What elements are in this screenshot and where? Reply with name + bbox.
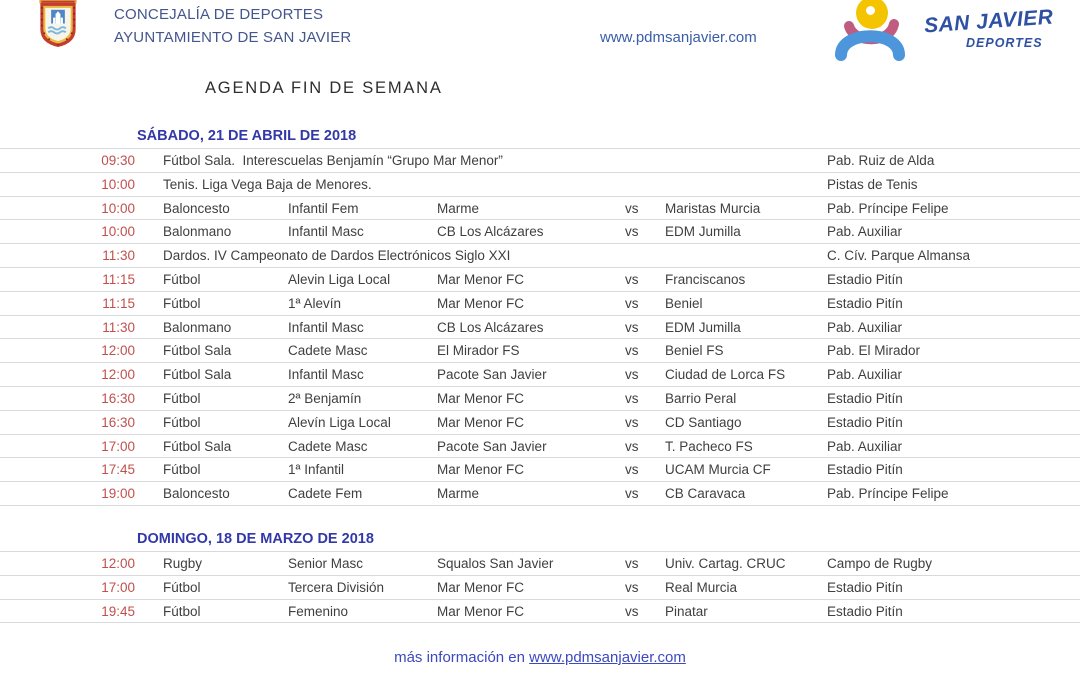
event-category: Tercera División [288, 579, 385, 595]
event-row [0, 149, 1080, 173]
vs-label: vs [625, 556, 639, 571]
logo-wordmark: SAN JAVIER [923, 5, 1055, 38]
event-category: 2ª Benjamín [288, 390, 362, 406]
event-venue: Campo de Rugby [827, 556, 933, 571]
event-time: 11:15 [102, 271, 135, 287]
event-venue: Pab. Auxiliar [827, 367, 903, 383]
home-team: CB Los Alcázares [437, 319, 544, 335]
event-description: Dardos. IV Campeonato de Dardos Electrónicos Siglo XXI [163, 248, 511, 264]
event-venue: Pab. Príncipe Felipe [827, 200, 949, 216]
away-team: CD Santiago [665, 414, 742, 430]
org-name-line1: CONCEJALÍA DE DEPORTES [114, 6, 324, 23]
vs-label: vs [625, 462, 639, 478]
away-team: EDM Jumilla [665, 224, 741, 240]
home-team: Mar Menor FC [437, 462, 525, 478]
vs-label: vs [625, 579, 639, 595]
event-row [0, 268, 1080, 292]
event-category: Infantil Masc [288, 367, 364, 383]
event-venue: Estadio Pitín [827, 295, 903, 311]
event-category: Cadete Masc [288, 343, 368, 359]
org-name-line2: AYUNTAMIENTO DE SAN JAVIER [114, 29, 352, 46]
event-sport: Fútbol [163, 603, 201, 619]
event-description: Fútbol Sala. Interescuelas Benjamín “Grupo Mar Menor” [163, 153, 503, 168]
event-venue: Pab. Príncipe Felipe [827, 486, 949, 502]
event-sport: Fútbol Sala [163, 438, 232, 454]
section-heading-sunday: DOMINGO, 18 DE MARZO DE 2018 [137, 531, 374, 547]
event-venue: Pab. Ruiz de Alda [827, 153, 935, 168]
logo-wordmark-sub: DEPORTES [966, 36, 1043, 50]
event-venue: Pab. Auxiliar [827, 438, 903, 454]
home-team: Pacote San Javier [437, 367, 547, 383]
event-time: 10:00 [101, 224, 135, 240]
event-category: Femenino [288, 603, 349, 619]
vs-label: vs [625, 486, 639, 502]
event-sport: Fútbol [163, 271, 201, 287]
event-category: 1ª Alevín [288, 295, 342, 311]
event-venue: C. Cív. Parque Almansa [827, 248, 971, 264]
event-row [0, 435, 1080, 459]
away-team: Franciscanos [665, 271, 746, 287]
sunday-rows [0, 551, 1080, 623]
home-team: El Mirador FS [437, 343, 520, 359]
away-team: UCAM Murcia CF [665, 462, 771, 478]
event-category: Infantil Fem [288, 200, 359, 216]
event-sport: Balonmano [163, 224, 232, 240]
event-sport: Balonmano [163, 319, 232, 335]
footer-link[interactable]: www.pdmsanjavier.com [529, 649, 686, 666]
event-row [0, 387, 1080, 411]
home-team: Mar Menor FC [437, 579, 525, 595]
away-team: Barrio Peral [665, 390, 737, 406]
away-team: Univ. Cartag. CRUC [665, 556, 786, 571]
san-javier-deportes-figure-icon [828, 0, 920, 62]
event-time: 12:00 [101, 367, 135, 383]
event-venue: Pistas de Tenis [827, 176, 918, 192]
event-row [0, 458, 1080, 482]
footer [0, 649, 1080, 666]
event-category: 1ª Infantil [288, 462, 345, 478]
event-row [0, 339, 1080, 363]
home-team: Mar Menor FC [437, 603, 525, 619]
event-time: 09:30 [101, 153, 135, 168]
event-row [0, 173, 1080, 197]
organization-name [114, 3, 351, 49]
section-heading-saturday: SÁBADO, 21 DE ABRIL DE 2018 [137, 128, 357, 144]
event-row [0, 576, 1080, 600]
vs-label: vs [625, 295, 639, 311]
event-venue: Estadio Pitín [827, 271, 903, 287]
vs-label: vs [625, 438, 639, 454]
event-category: Infantil Masc [288, 224, 364, 240]
event-row [0, 316, 1080, 340]
event-time: 17:00 [101, 438, 135, 454]
home-team: Squalos San Javier [437, 556, 554, 571]
event-sport: Fútbol [163, 579, 201, 595]
event-venue: Estadio Pitín [827, 462, 903, 478]
municipal-crest-icon [38, 0, 78, 47]
vs-label: vs [625, 319, 639, 335]
event-time: 11:15 [102, 295, 135, 311]
event-time: 11:30 [102, 319, 135, 335]
event-row [0, 363, 1080, 387]
event-time: 16:30 [101, 390, 135, 406]
event-sport: Fútbol [163, 390, 201, 406]
event-category: Infantil Masc [288, 319, 364, 335]
san-javier-deportes-logo [828, 0, 1080, 62]
event-category: Senior Masc [288, 556, 364, 571]
event-row [0, 292, 1080, 316]
event-venue: Estadio Pitín [827, 579, 903, 595]
vs-label: vs [625, 271, 639, 287]
vs-label: vs [625, 414, 639, 430]
away-team: Real Murcia [665, 579, 738, 595]
event-sport: Fútbol [163, 462, 201, 478]
schedule-saturday [0, 128, 1080, 508]
event-time: 19:45 [101, 603, 135, 619]
schedule-sunday [0, 531, 1080, 626]
event-venue: Estadio Pitín [827, 390, 903, 406]
footer-text: más información en [394, 649, 530, 666]
event-sport: Fútbol [163, 414, 201, 430]
event-venue: Estadio Pitín [827, 603, 903, 619]
home-team: Marme [437, 200, 480, 216]
event-time: 19:00 [101, 486, 135, 502]
home-team: CB Los Alcázares [437, 224, 544, 240]
event-row [0, 244, 1080, 268]
event-time: 16:30 [101, 414, 135, 430]
event-time: 11:30 [102, 248, 135, 264]
vs-label: vs [625, 390, 639, 406]
vs-label: vs [625, 367, 639, 383]
away-team: EDM Jumilla [665, 319, 741, 335]
home-team: Mar Menor FC [437, 414, 525, 430]
away-team: Beniel [665, 295, 703, 311]
event-sport: Fútbol Sala [163, 367, 232, 383]
event-time: 17:00 [101, 579, 135, 595]
event-row [0, 411, 1080, 435]
event-time: 12:00 [101, 343, 135, 359]
event-sport: Fútbol Sala [163, 343, 232, 359]
event-row [0, 197, 1080, 221]
event-time: 10:00 [101, 176, 135, 192]
event-venue: Pab. Auxiliar [827, 224, 903, 240]
vs-label: vs [625, 224, 639, 240]
event-category: Cadete Fem [288, 486, 363, 502]
event-sport: Fútbol [163, 295, 201, 311]
event-row [0, 482, 1080, 506]
event-venue: Pab. El Mirador [827, 343, 921, 359]
website-url[interactable]: www.pdmsanjavier.com [600, 29, 757, 46]
event-time: 10:00 [101, 200, 135, 216]
home-team: Pacote San Javier [437, 438, 547, 454]
away-team: Maristas Murcia [665, 200, 761, 216]
event-venue: Estadio Pitín [827, 414, 903, 430]
event-venue: Pab. Auxiliar [827, 319, 903, 335]
home-team: Mar Menor FC [437, 390, 525, 406]
away-team: Ciudad de Lorca FS [665, 367, 786, 383]
event-time: 17:45 [101, 462, 135, 478]
event-sport: Rugby [163, 556, 203, 571]
away-team: T. Pacheco FS [665, 438, 753, 454]
event-sport: Baloncesto [163, 200, 230, 216]
home-team: Mar Menor FC [437, 271, 525, 287]
event-time: 12:00 [101, 556, 135, 571]
event-sport: Baloncesto [163, 486, 230, 502]
saturday-rows [0, 148, 1080, 506]
page-title: AGENDA FIN DE SEMANA [205, 79, 443, 97]
vs-label: vs [625, 200, 639, 216]
event-row [0, 552, 1080, 576]
home-team: Marme [437, 486, 480, 502]
away-team: CB Caravaca [665, 486, 746, 502]
event-category: Alevin Liga Local [288, 271, 391, 287]
event-category: Alevín Liga Local [288, 414, 391, 430]
event-description: Tenis. Liga Vega Baja de Menores. [163, 176, 372, 192]
vs-label: vs [625, 343, 639, 359]
vs-label: vs [625, 603, 639, 619]
away-team: Pinatar [665, 603, 708, 619]
event-row [0, 600, 1080, 624]
event-row [0, 220, 1080, 244]
home-team: Mar Menor FC [437, 295, 525, 311]
away-team: Beniel FS [665, 343, 724, 359]
event-category: Cadete Masc [288, 438, 368, 454]
